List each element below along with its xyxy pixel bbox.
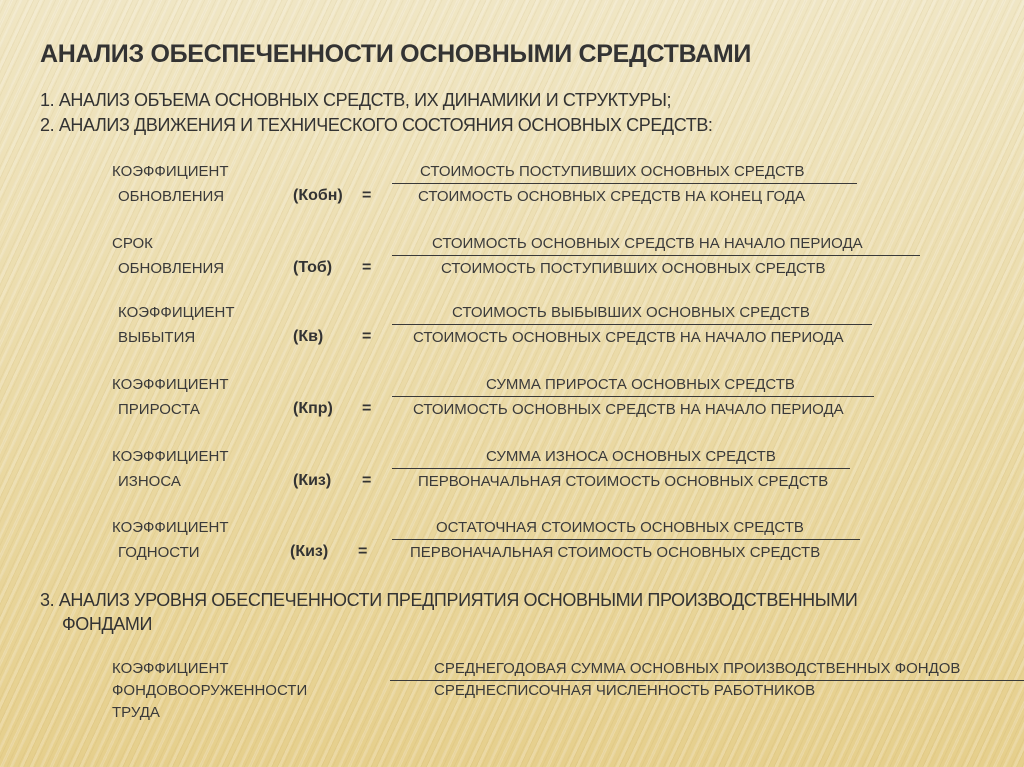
fraction-bar [392,468,850,469]
page-title: АНАЛИЗ ОБЕСПЕЧЕННОСТИ ОСНОВНЫМИ СРЕДСТВАМИ [40,40,752,68]
formula-label-line1: КОЭФФИЦИЕНТ [112,448,229,465]
fraction-bar [392,539,860,540]
formula-numerator: СУММА ПРИРОСТА ОСНОВНЫХ СРЕДСТВ [486,376,795,393]
formula-label-line2: ГОДНОСТИ [118,544,200,561]
fraction-bar [392,396,874,397]
formula-label-line2: ОБНОВЛЕНИЯ [118,260,225,277]
formula-numerator: СУММА ИЗНОСА ОСНОВНЫХ СРЕДСТВ [486,448,776,465]
formula-symbol: (Кобн) [293,187,343,204]
formula-numerator: СТОИМОСТЬ ПОСТУПИВШИХ ОСНОВНЫХ СРЕДСТВ [420,163,805,180]
fraction-bar [392,324,872,325]
formula-label-line1: КОЭФФИЦИЕНТ [118,304,235,321]
formula-label-line2: ИЗНОСА [118,473,181,490]
formula-label-line2: ВЫБЫТИЯ [118,329,196,346]
formula-equals: = [362,328,372,345]
formula-denominator: СТОИМОСТЬ ПОСТУПИВШИХ ОСНОВНЫХ СРЕДСТВ [441,260,826,277]
formula-label-line2: ФОНДОВООРУЖЕННОСТИ [112,682,308,699]
fraction-bar [390,680,1024,681]
formula-label-line1: КОЭФФИЦИЕНТ [112,163,229,180]
formula-equals: = [358,543,368,560]
formula-equals: = [362,259,372,276]
formula-symbol: (Киз) [290,543,329,560]
list-item-3 [40,588,1010,636]
formula-symbol: (Тоб) [293,259,333,276]
formula-numerator: СТОИМОСТЬ ВЫБЫВШИХ ОСНОВНЫХ СРЕДСТВ [452,304,810,321]
formula-label-line1: КОЭФФИЦИЕНТ [112,660,229,677]
formula-denominator: СТОИМОСТЬ ОСНОВНЫХ СРЕДСТВ НА КОНЕЦ ГОДА [418,188,806,205]
formula-label-line1: КОЭФФИЦИЕНТ [112,376,229,393]
list-item-2: 2. АНАЛИЗ ДВИЖЕНИЯ И ТЕХНИЧЕСКОГО СОСТОЯНИЯ ОСНОВНЫХ СРЕДСТВ: [40,115,713,135]
formula-denominator: ПЕРВОНАЧАЛЬНАЯ СТОИМОСТЬ ОСНОВНЫХ СРЕДСТВ [410,544,821,561]
formula-denominator: СТОИМОСТЬ ОСНОВНЫХ СРЕДСТВ НА НАЧАЛО ПЕРИОДА [413,401,844,418]
formula-denominator: ПЕРВОНАЧАЛЬНАЯ СТОИМОСТЬ ОСНОВНЫХ СРЕДСТВ [418,473,829,490]
formula-numerator: СРЕДНЕГОДОВАЯ СУММА ОСНОВНЫХ ПРОИЗВОДСТВЕННЫХ ФОНДОВ [434,660,961,677]
formula-label-line2: ОБНОВЛЕНИЯ [118,188,225,205]
formula-denominator: СРЕДНЕСПИСОЧНАЯ ЧИСЛЕННОСТЬ РАБОТНИКОВ [434,682,816,699]
list-item-3-line2: ФОНДАМИ [62,614,153,634]
list-item-1: 1. АНАЛИЗ ОБЪЕМА ОСНОВНЫХ СРЕДСТВ, ИХ ДИНАМИКИ И СТРУКТУРЫ; [40,90,672,110]
formula-denominator: СТОИМОСТЬ ОСНОВНЫХ СРЕДСТВ НА НАЧАЛО ПЕРИОДА [413,329,844,346]
formula-equals: = [362,472,372,489]
list-item-3-line1: 3. АНАЛИЗ УРОВНЯ ОБЕСПЕЧЕННОСТИ ПРЕДПРИЯТИЯ ОСНОВНЫМИ ПРОИЗВОДСТВЕННЫМИ [40,590,858,610]
formula-equals: = [362,187,372,204]
formula-label-line2: ПРИРОСТА [118,401,200,418]
formula-numerator: СТОИМОСТЬ ОСНОВНЫХ СРЕДСТВ НА НАЧАЛО ПЕРИОДА [432,235,863,252]
formula-label-line3: ТРУДА [112,704,160,721]
formula-symbol: (Киз) [293,472,332,489]
formula-symbol: (Кпр) [293,400,333,417]
formula-label-line1: СРОК [112,235,153,252]
fraction-bar [392,255,920,256]
formula-numerator: ОСТАТОЧНАЯ СТОИМОСТЬ ОСНОВНЫХ СРЕДСТВ [436,519,804,536]
formula-equals: = [362,400,372,417]
fraction-bar [392,183,857,184]
formula-symbol: (Кв) [293,328,324,345]
formula-label-line1: КОЭФФИЦИЕНТ [112,519,229,536]
